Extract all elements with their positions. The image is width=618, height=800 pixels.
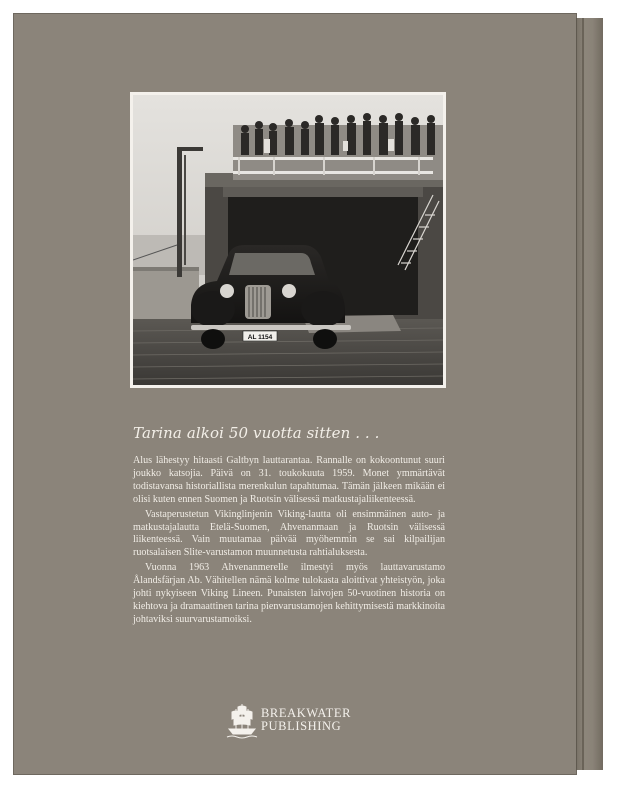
back-cover-headline: Tarina alkoi 50 vuotta sitten . . . xyxy=(133,424,380,442)
publisher-name xyxy=(261,707,351,733)
spine-groove xyxy=(582,18,584,770)
cover-photo xyxy=(130,92,446,388)
blurb-paragraph-3: Vuonna 1963 Ahvenanmerelle ilmestyi myös lauttavarustamo Ålandsfärjan Ab. Vähitellen nämä kolme tulokasta aloittivat yhteistyön, joka johti nykyiseen Viking Lineen. Punaisten laivojen 50-vuotinen historia on kiehtova ja dramaattinen tarina pienvarustamojen kehittymisestä markkinoita johtaviksi suurvarustamoiksi. xyxy=(133,562,445,625)
publisher-logo-block xyxy=(226,700,351,740)
publisher-name-line-1: BREAKWATER xyxy=(261,706,352,720)
publisher-name-line-2: PUBLISHING xyxy=(261,719,342,733)
back-cover-blurb xyxy=(133,455,445,629)
ship-icon xyxy=(226,701,258,739)
book-spine-edge xyxy=(576,18,603,770)
blurb-paragraph-1: Alus lähestyy hitaasti Galtbyn lauttarantaa. Rannalle on kokoontunut suuri joukko katsojia. Päivä on 31. toukokuuta 1959. Monet ymmärtävät todistavansa historiallista merenkulun tapahtumaa. Tämän jälkeen mikään ei olisi kuten ennen Suomen ja Ruotsin välisessä matkustajaliikenteessä. xyxy=(133,455,445,505)
license-plate-text: AL 1154 xyxy=(247,334,273,341)
ferry-car-photo xyxy=(133,95,443,385)
blurb-paragraph-2: Vastaperustetun Vikinglinjenin Viking-lautta oli ensimmäinen auto- ja matkustajalautta Etelä-Suomen, Ahvenanmaan ja Ruotsin välisessä liikenteessä. Vain muutamaa päivää myöhemmin se sai kilpailijan ruotsalaisen Slite-varustamon muunnetusta rahtialuksesta. xyxy=(133,508,445,559)
